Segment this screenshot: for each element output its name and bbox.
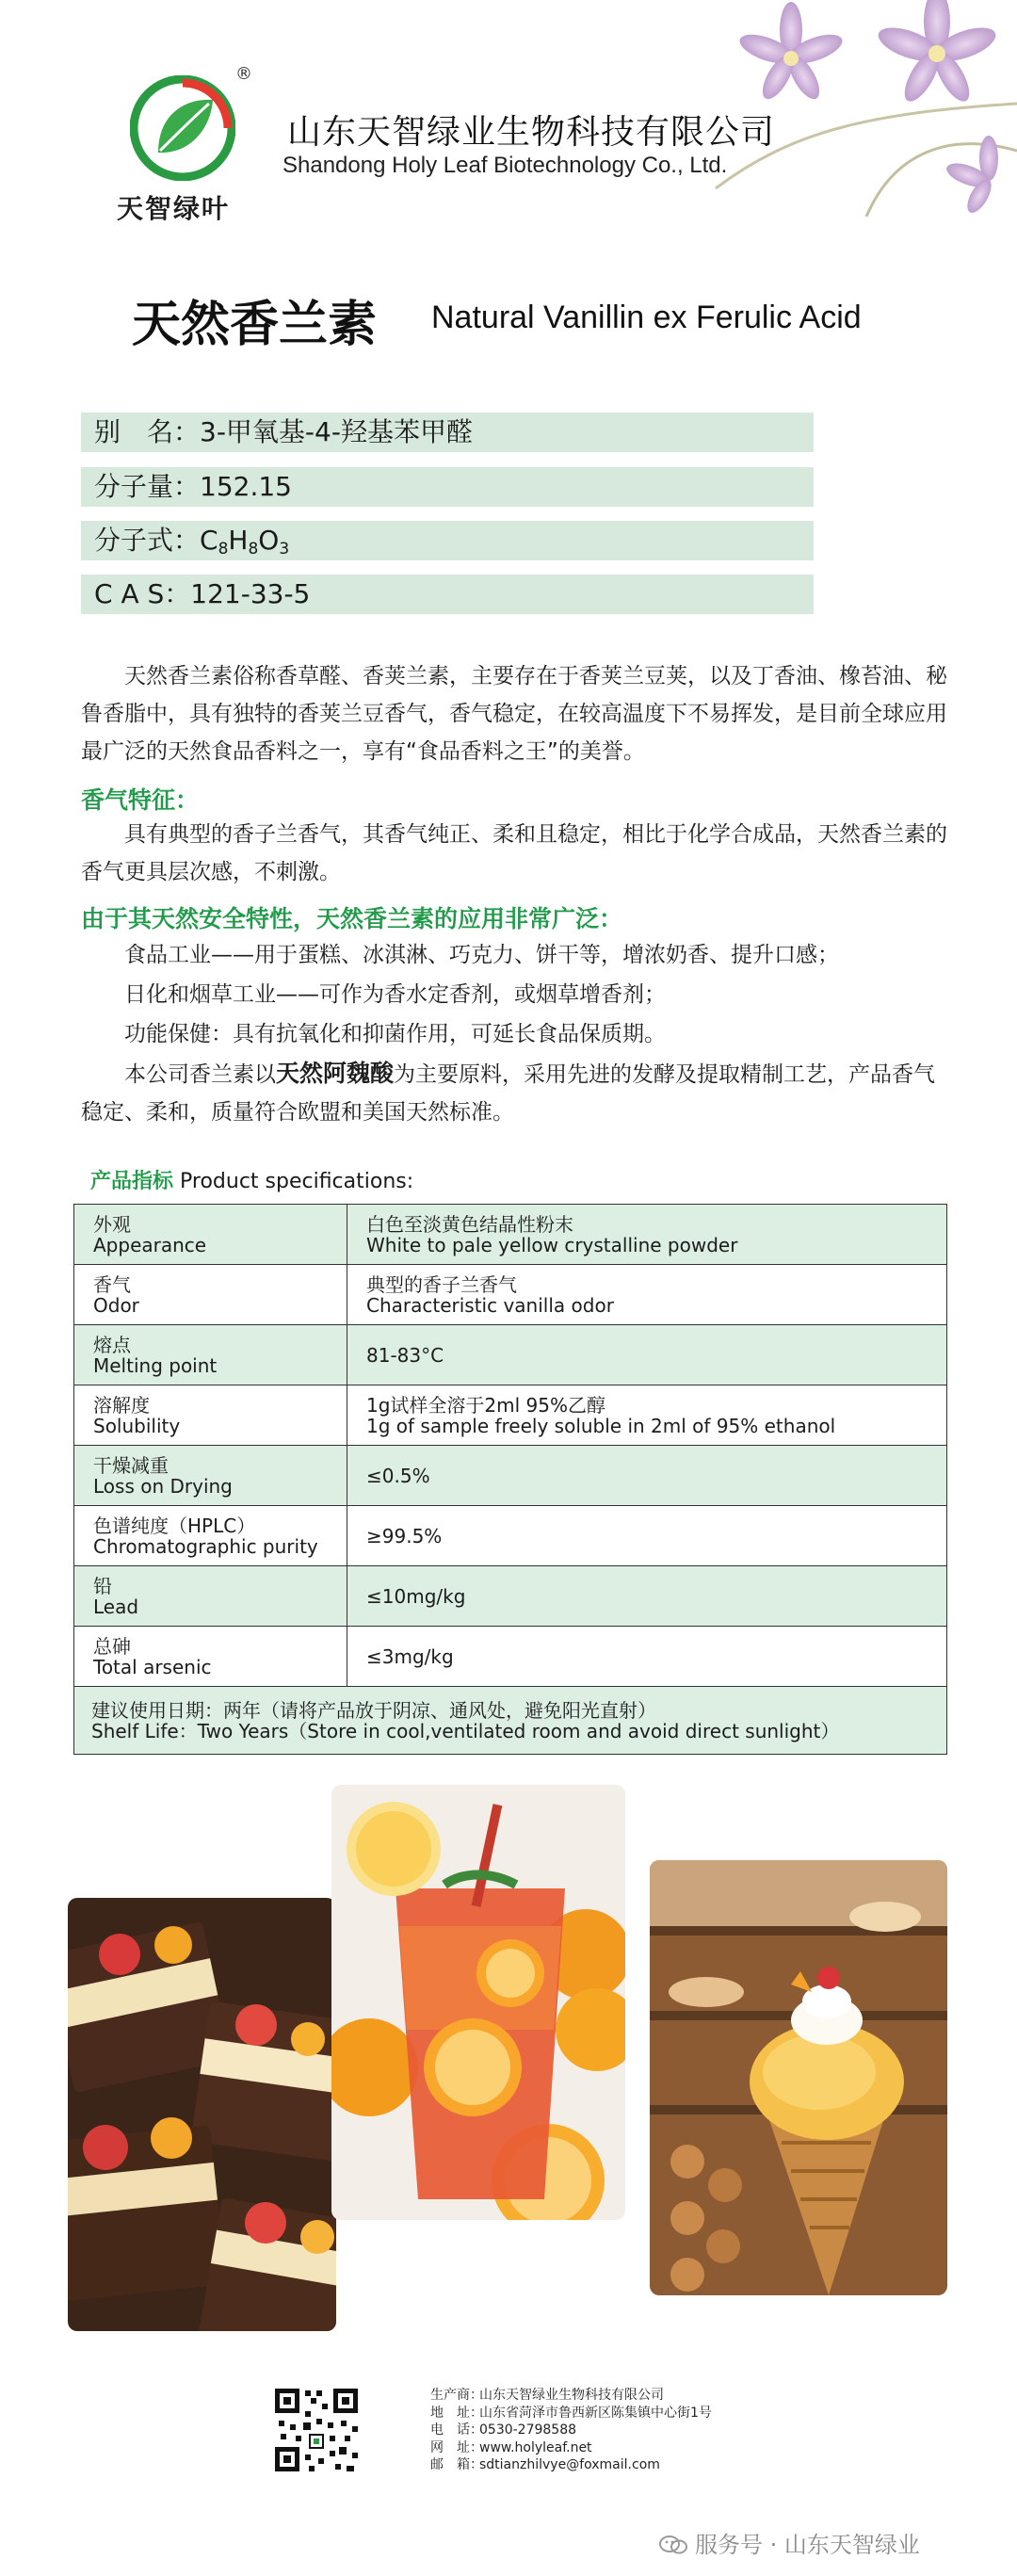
company-name-en: Shandong Holy Leaf Biotechnology Co., Ltd. [282, 153, 728, 178]
spec-value-cell [347, 1506, 947, 1566]
spec-name-cell [74, 1566, 347, 1627]
formula-o: O [258, 525, 280, 556]
contact-value[interactable]: 0530-2798588 [479, 2422, 577, 2438]
molecular-weight-value: 152.15 [200, 471, 292, 502]
spec-heading-cn: 产品指标 [90, 1170, 174, 1193]
alias-bar [81, 413, 814, 452]
company-raw-material-paragraph [81, 1055, 947, 1131]
spec-value: ≤10mg/kg [366, 1584, 466, 1608]
spec-value-cell [347, 1265, 947, 1325]
spec-name-cn: 干燥减重 [93, 1453, 169, 1477]
spec-value-en: Characteristic vanilla odor [366, 1293, 614, 1317]
spec-name-cell [74, 1627, 347, 1687]
leaf-logo-icon [130, 75, 235, 181]
spec-name-cell [74, 1325, 347, 1385]
spec-value-cn: 典型的香子兰香气 [366, 1272, 517, 1296]
cas-bar [81, 575, 814, 614]
contact-row-website [430, 2439, 712, 2457]
logo-text: 天智绿叶 [117, 193, 231, 224]
spec-name-cn: 溶解度 [93, 1393, 150, 1417]
header [0, 0, 1017, 245]
application-health: 功能保健：具有抗氧化和抑菌作用，可延长食品保质期。 [124, 1022, 666, 1046]
product-title-cn: 天然香兰素 [132, 297, 378, 353]
contact-row-manufacturer [430, 2387, 712, 2405]
contact-key: 地 址： [430, 2405, 483, 2421]
spec-value-en: White to pale yellow crystalline powder [366, 1233, 738, 1256]
contact-row-email [430, 2456, 712, 2474]
wechat-label: 服务号 · 山东天智绿业 [695, 2532, 920, 2558]
cas-value: 121-33-5 [190, 578, 311, 609]
table-row [74, 1566, 947, 1627]
alias-value: 3-甲氧基-4-羟基苯甲醛 [200, 416, 473, 447]
table-row [74, 1385, 947, 1446]
spec-value: ≤0.5% [366, 1464, 430, 1487]
cake-image [68, 1898, 336, 2331]
spec-name-en: Chromatographic purity [93, 1534, 318, 1558]
contact-row-address [430, 2405, 712, 2422]
wechat-icon [659, 2535, 687, 2555]
table-row [74, 1446, 947, 1506]
shelf-life-row [74, 1687, 947, 1755]
formula-bar [81, 521, 814, 560]
formula-label: 分子式： [94, 525, 201, 556]
shelf-life-cn: 建议使用日期：两年（请将产品放于阴凉、通风处，避免阳光直射） [91, 1698, 656, 1722]
company-text-pre: 本公司香兰素以 [124, 1062, 276, 1087]
spec-value-cell [347, 1566, 947, 1627]
contact-value: 山东天智绿业生物科技有限公司 [479, 2388, 664, 2403]
spec-name-en: Solubility [93, 1414, 181, 1437]
registered-mark: ® [235, 64, 252, 84]
spec-value-cell [347, 1205, 947, 1265]
application-daily-chemical: 日化和烟草工业——可作为香水定香剂，或烟草增香剂； [124, 982, 666, 1007]
spec-value-en: 1g of sample freely soluble in 2ml of 95% ethanol [366, 1414, 836, 1437]
spec-value-cell [347, 1446, 947, 1506]
table-row [74, 1506, 947, 1566]
spec-name-en: Lead [93, 1595, 139, 1618]
product-title-en: Natural Vanillin ex Ferulic Acid [431, 300, 862, 335]
spec-value: ≤3mg/kg [366, 1644, 454, 1668]
spec-value: 81-83°C [366, 1343, 444, 1367]
spec-name-cell [74, 1446, 347, 1506]
spec-name-cn: 香气 [93, 1272, 131, 1296]
ice-cream-photo [650, 1860, 947, 2295]
shelf-life-cell [74, 1687, 947, 1755]
formula-c-count: 8 [218, 540, 229, 559]
spec-name-en: Appearance [93, 1233, 207, 1256]
company-text-bold: 天然阿魏酸 [276, 1060, 395, 1087]
contact-key: 邮 箱： [430, 2457, 483, 2473]
spec-name-cn: 外观 [93, 1212, 131, 1236]
cas-label: C A S： [94, 578, 191, 609]
spec-heading-en: Product specifications: [173, 1170, 414, 1193]
email-link[interactable]: sdtianzhilvye@foxmail.com [479, 2457, 660, 2473]
table-row [74, 1265, 947, 1325]
ice-cream-image [650, 1860, 947, 2295]
spec-name-cn: 总砷 [93, 1634, 131, 1658]
spec-value-cn: 白色至淡黄色结晶性粉末 [366, 1212, 573, 1236]
alias-label: 别 名： [94, 416, 201, 447]
contact-value: 山东省菏泽市鲁西新区陈集镇中心街1号 [479, 2405, 712, 2421]
brand-logo [117, 64, 252, 224]
molecular-weight-label: 分子量： [94, 471, 201, 502]
spec-value-cn: 1g试样全溶于2ml 95%乙醇 [366, 1393, 605, 1417]
spec-name-en: Loss on Drying [93, 1474, 233, 1498]
spec-name-en: Odor [93, 1293, 139, 1317]
spec-value-cell [347, 1325, 947, 1385]
orange-drink-image [331, 1785, 625, 2220]
application-heading: 由于其天然安全特性，天然香兰素的应用非常广泛： [81, 905, 623, 932]
table-row [74, 1627, 947, 1687]
formula-o-count: 3 [279, 540, 290, 559]
spec-name-cell [74, 1506, 347, 1566]
table-row [74, 1325, 947, 1385]
spec-name-cell [74, 1385, 347, 1446]
formula-h: H [228, 525, 249, 556]
spec-name-cn: 色谱纯度（HPLC） [93, 1514, 256, 1537]
contact-info [430, 2387, 712, 2474]
molecular-weight-bar [81, 467, 814, 507]
wechat-service-account[interactable] [659, 2526, 920, 2559]
aroma-paragraph: 具有典型的香子兰香气，其香气纯正、柔和且稳定，相比于化学合成品，天然香兰素的香气更具层次感，不刺激。 [81, 822, 947, 884]
application-food: 食品工业——用于蛋糕、冰淇淋、巧克力、饼干等，增浓奶香、提升口感； [124, 943, 839, 967]
spec-name-cn: 铅 [93, 1574, 112, 1597]
cake-photo [68, 1898, 336, 2331]
table-row [74, 1205, 947, 1265]
spec-table [73, 1204, 947, 1755]
spec-name-en: Total arsenic [93, 1655, 212, 1678]
spec-name-cell [74, 1205, 347, 1265]
website-link[interactable]: www.holyleaf.net [479, 2439, 592, 2455]
company-name-cn: 山东天智绿业生物科技有限公司 [287, 113, 776, 152]
formula-h-count: 8 [248, 540, 259, 559]
spec-name-cn: 熔点 [93, 1333, 131, 1356]
spec-value-cell [347, 1385, 947, 1446]
spec-value-cell [347, 1627, 947, 1687]
orange-drink-photo [331, 1785, 625, 2220]
spec-name-cell [74, 1265, 347, 1325]
contact-row-phone [430, 2422, 712, 2439]
contact-key: 网 址： [430, 2439, 483, 2455]
intro-paragraph: 天然香兰素俗称香草醛、香荚兰素，主要存在于香荚兰豆荚，以及丁香油、橡苔油、秘鲁香脂中，具有独特的香荚兰豆香气，香气稳定，在较高温度下不易挥发，是目前全球应用最广泛的天然食品香料之一，享有“食品香料之王”的美誉。 [81, 664, 947, 764]
contact-key: 电 话： [430, 2422, 483, 2438]
contact-key: 生产商： [430, 2388, 483, 2403]
formula-c: C [200, 525, 218, 556]
spec-name-en: Melting point [93, 1353, 218, 1377]
qr-code-icon[interactable] [271, 2385, 362, 2475]
company-text-post: 为主要原料，采用先进的发酵及提取精制工艺，产品香气稳定、柔和，质量符合欧盟和美国天然标准。 [81, 1062, 936, 1125]
spec-value: ≥99.5% [366, 1524, 443, 1547]
spec-heading [90, 1165, 413, 1194]
shelf-life-en: Shelf Life：Two Years（Store in cool,ventilated room and avoid direct sunlight） [91, 1719, 840, 1742]
aroma-heading: 香气特征： [81, 786, 200, 814]
